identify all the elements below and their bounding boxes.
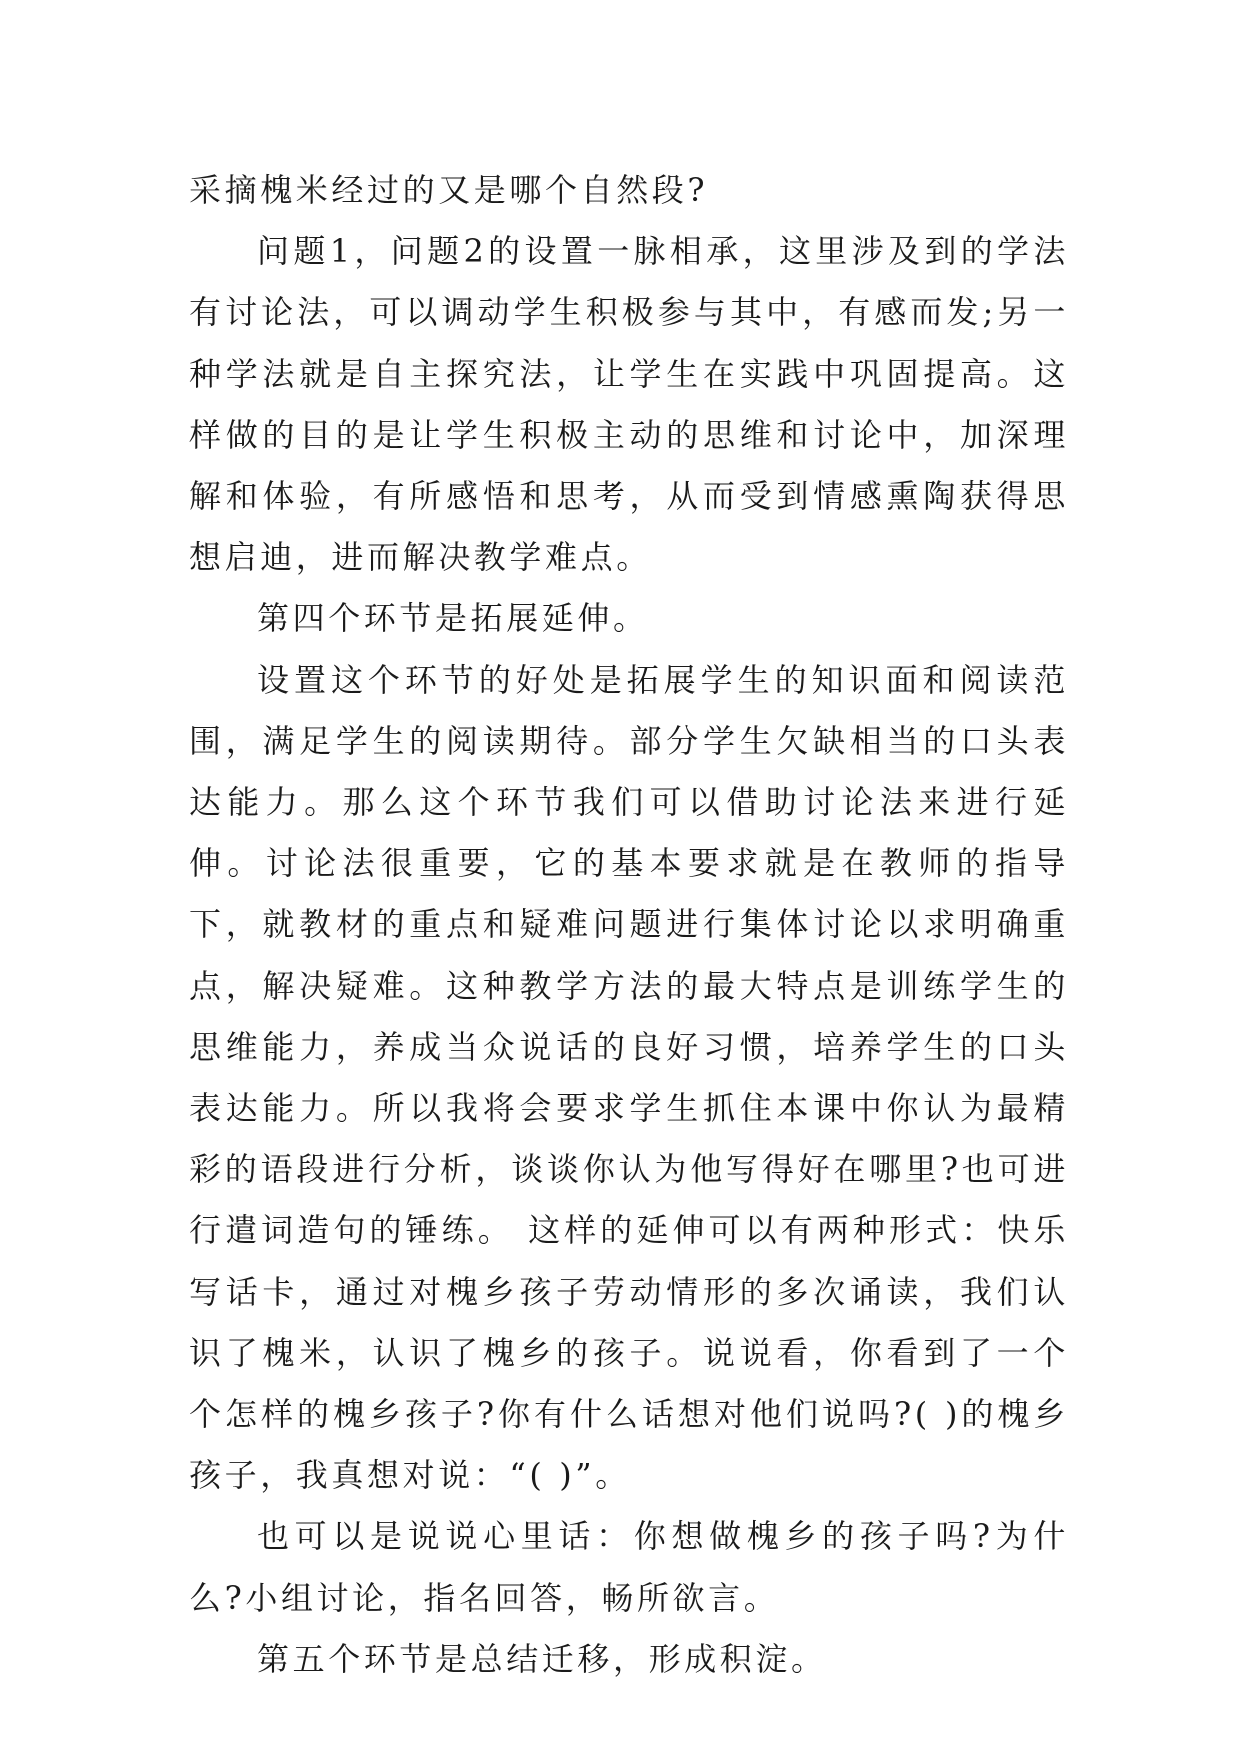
paragraph-2: 问题1，问题2的设置一脉相承，这里涉及到的学法有讨论法，可以调动学生积极参与其中，有感而发;另一种学法就是自主探究法，让学生在实践中巩固提高。这样做的目的是让学生积极主动的思维和讨论中，加深理解和体验，有所感悟和思考，从而受到情感熏陶获得思想启迪，进而解决教学难点。 [189, 232, 1069, 577]
paragraph-5: 也可以是说说心里话：你想做槐乡的孩子吗?为什么?小组讨论，指名回答，畅所欲言。 [189, 1517, 1069, 1617]
paragraph-4: 设置这个环节的好处是拓展学生的知识面和阅读范围，满足学生的阅读期待。部分学生欠缺相当的口头表达能力。那么这个环节我们可以借助讨论法来进行延伸。讨论法很重要，它的基本要求就是在教师的指导下，就教材的重点和疑难问题进行集体讨论以求明确重点，解决疑难。这种教学方法的最大特点是训练学生的思维能力，养成当众说话的良好习惯，培养学生的口头表达能力。所以我将会要求学生抓住本课中你认为最精彩的语段进行分析，谈谈你认为他写得好在哪里?也可进行遣词造句的锤练。 这样的延伸可以有两种形式：快乐写话卡，通过对槐乡孩子劳动情形的多次诵读，我们认识了槐米，认识了槐乡的孩子。说说看，你看到了一个个怎样的槐乡孩子?你有什么话想对他们说吗?( )的槐乡孩子，我真想对说：“( )”。 [189, 660, 1069, 1495]
paragraph-1: 采摘槐米经过的又是哪个自然段? [189, 171, 709, 209]
paragraph-3: 第四个环节是拓展延伸。 [257, 599, 649, 638]
paragraph-6: 第五个环节是总结迁移，形成积淀。 [257, 1639, 827, 1678]
document-body [189, 160, 1069, 1690]
